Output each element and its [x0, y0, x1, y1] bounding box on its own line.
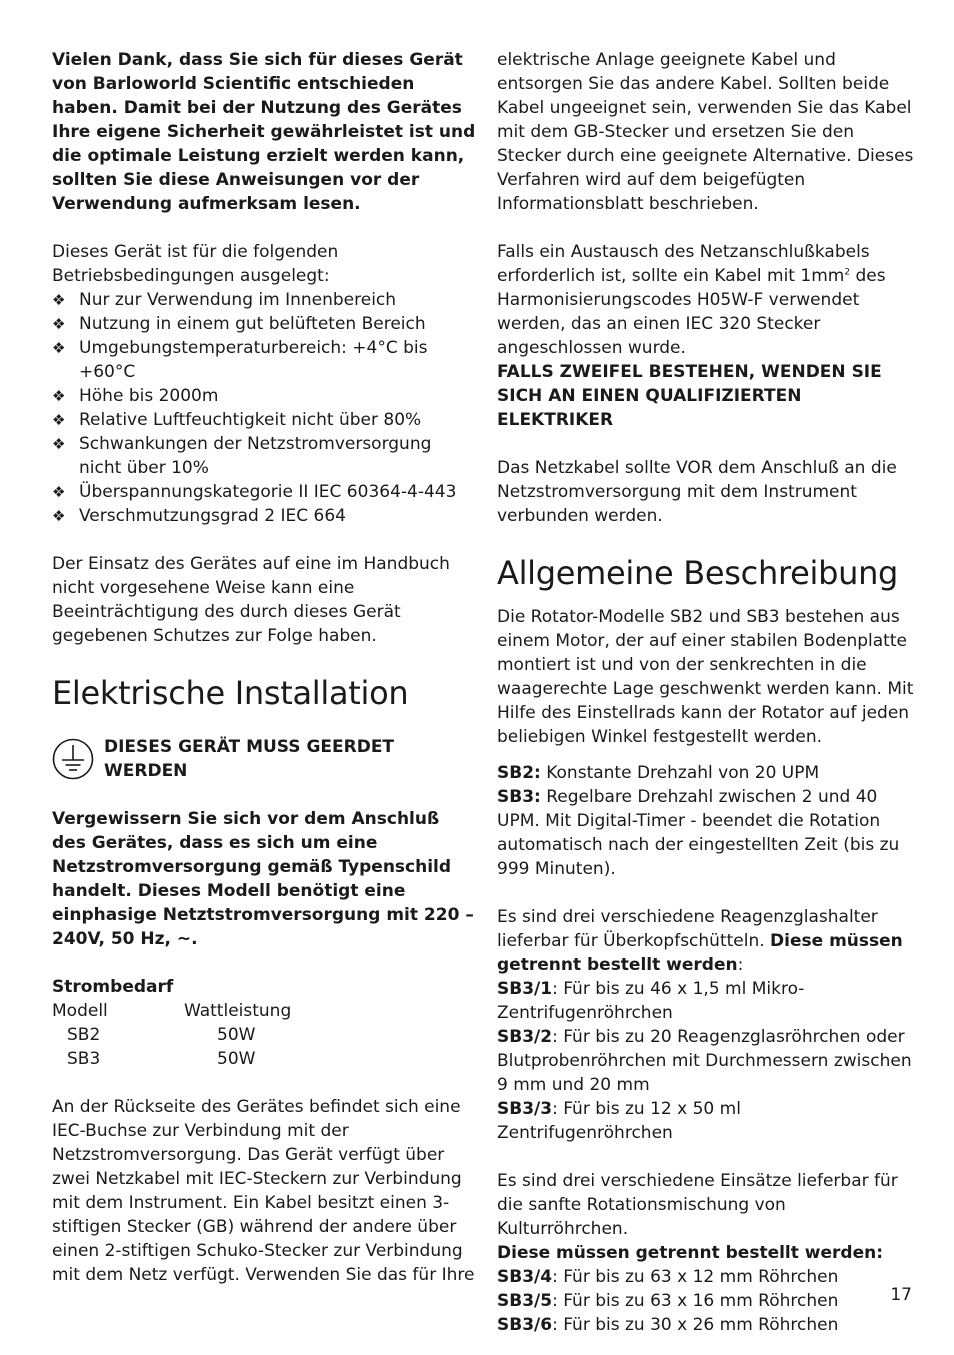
- conditions-intro: Dieses Gerät ist für die folgenden Betriebsbedingungen ausgelegt:: [52, 242, 339, 286]
- earth-warning-text: DIESES GERÄT MUSS GEERDET WERDEN: [104, 737, 395, 781]
- list-item: SB3/5: Für bis zu 63 x 16 mm Röhrchen: [497, 1291, 839, 1311]
- bullet-diamond-icon: ❖: [52, 387, 66, 405]
- inserts-intro: Es sind drei verschiedene Einsätze lieferbar für die sanfte Rotationsmischung von Kulturröhrchen.: [497, 1171, 898, 1239]
- list-item: ❖ Nur zur Verwendung im Innenbereich: [52, 290, 397, 310]
- bullet-diamond-icon: ❖: [52, 291, 66, 309]
- list-item: ❖ Überspannungskategorie II IEC 60364-4-443: [52, 482, 457, 502]
- list-item: ❖ Schwankungen der Netzstromversorgung nicht über 10%: [52, 434, 432, 478]
- bullet-diamond-icon: ❖: [52, 315, 66, 333]
- inserts-order-note: Diese müssen getrennt bestellt werden:: [497, 1243, 884, 1263]
- supply-check-paragraph: Vergewissern Sie sich vor dem Anschluß des Gerätes, dass es sich um eine Netzstromversorgung gemäß Typenschild handelt. Dieses Modell benötigt eine einphasige Netztstromversorgung mit 220 – 240V, 50 Hz, ~.: [52, 809, 474, 949]
- bullet-diamond-icon: ❖: [52, 435, 66, 453]
- connect-order-paragraph: Das Netzkabel sollte VOR dem Anschluß an die Netzstromversorgung mit dem Instrument verbunden werden.: [497, 458, 897, 526]
- model-sb3: SB3: Regelbare Drehzahl zwischen 2 und 40 UPM. Mit Digital-Timer - beendet die Rotation automatisch nach der eingestellten Zeit (bis zu 999 Minuten).: [497, 787, 900, 879]
- earth-warning-block: [52, 735, 476, 783]
- power-table-title: Strombedarf: [52, 977, 174, 997]
- list-item: ❖ Verschmutzungsgrad 2 IEC 664: [52, 506, 346, 526]
- cable-paragraph: An der Rückseite des Gerätes befindet sich eine IEC-Buchse zur Verbindung mit der Netzstromversorgung. Das Gerät verfügt über zwei Netzkabel mit IEC-Steckern zur Verbindung mit dem Instrument. Ein Kabel besitzt einen 3-stiftigen Stecker (GB) während der andere über einen 2-stiftigen Schuko-Stecker zur Verbindung mit dem Netz verfügt. Verwenden Sie das für Ihre: [52, 1097, 475, 1285]
- section-heading-description: Allgemeine Beschreibung: [497, 554, 899, 592]
- list-item: ❖ Höhe bis 2000m: [52, 386, 219, 406]
- bullet-diamond-icon: ❖: [52, 411, 66, 429]
- list-item: ❖ Umgebungstemperaturbereich: +4°C bis +60°C: [52, 338, 428, 382]
- list-item: SB3/2: Für bis zu 20 Reagenzglasröhrchen oder Blutprobenröhrchen mit Durchmessern zwischen 9 mm und 20 mm: [497, 1027, 912, 1095]
- section-heading-electrical: Elektrische Installation: [52, 674, 409, 712]
- list-item: ❖ Nutzung in einem gut belüfteten Bereich: [52, 314, 426, 334]
- bullet-diamond-icon: ❖: [52, 483, 66, 501]
- table-row: SB3 50W: [67, 1049, 256, 1069]
- right-column: [497, 48, 917, 1337]
- left-column: [52, 48, 476, 1287]
- description-paragraph: Die Rotator-Modelle SB2 und SB3 bestehen aus einem Motor, der auf einer stabilen Bodenplatte montiert ist und von der senkrechten in die waagerechte Lage geschwenkt werden kann. Mit Hilfe des Einstellrads kann der Rotator auf jeden beliebigen Winkel festgestellt werden.: [497, 607, 914, 747]
- power-table-header: [52, 999, 476, 1023]
- conditions-list: [52, 288, 476, 528]
- list-item: SB3/6: Für bis zu 30 x 26 mm Röhrchen: [497, 1315, 839, 1335]
- bullet-diamond-icon: ❖: [52, 339, 66, 357]
- intro-paragraph: Vielen Dank, dass Sie sich für dieses Gerät von Barloworld Scientific entschieden haben. Damit bei der Nutzung des Gerätes Ihre eigene Sicherheit gewährleistet ist und die optimale Leistung erzielt werden kann, sollten Sie diese Anweisungen vor der Verwendung aufmerksam lesen.: [52, 50, 476, 214]
- model-sb2: SB2: Konstante Drehzahl von 20 UPM: [497, 763, 820, 783]
- power-col-watt: Wattleistung: [184, 1001, 292, 1021]
- list-item: ❖ Relative Luftfeuchtigkeit nicht über 80%: [52, 410, 422, 430]
- list-item: SB3/1: Für bis zu 46 x 1,5 ml Mikro-Zentrifugenröhrchen: [497, 979, 805, 1023]
- list-item: SB3/3: Für bis zu 12 x 50 ml Zentrifugenröhrchen: [497, 1099, 741, 1143]
- table-row: SB2 50W: [67, 1025, 256, 1045]
- power-col-model: Modell: [52, 1001, 108, 1021]
- list-item: SB3/4: Für bis zu 63 x 12 mm Röhrchen: [497, 1267, 839, 1287]
- page-number: 17: [890, 1285, 912, 1305]
- misuse-paragraph: Der Einsatz des Gerätes auf eine im Handbuch nicht vorgesehene Weise kann eine Beeinträchtigung des durch dieses Gerät gegebenen Schutzes zur Folge haben.: [52, 554, 450, 646]
- cable-continued-paragraph: elektrische Anlage geeignete Kabel und entsorgen Sie das andere Kabel. Sollten beide Kabel ungeeignet sein, verwenden Sie das Kabel mit dem GB-Stecker und ersetzen Sie den Stecker durch eine geeignete Alternative. Dieses Verfahren wird auf dem beigefügten Informationsblatt beschrieben.: [497, 50, 914, 214]
- bullet-diamond-icon: ❖: [52, 507, 66, 525]
- holders-intro: Es sind drei verschiedene Reagenzglashalter lieferbar für Überkopfschütteln. Diese müssen getrennt bestellt werden:: [497, 907, 903, 975]
- doubt-warning: FALLS ZWEIFEL BESTEHEN, WENDEN SIE SICH AN EINEN QUALIFIZIERTEN ELEKTRIKER: [497, 362, 882, 430]
- protective-earth-icon: [52, 738, 94, 780]
- replace-cable-paragraph: Falls ein Austausch des Netzanschlußkabels erforderlich ist, sollte ein Kabel mit $1mm^2$ des Harmonisierungscodes H05W-F verwendet werden, das an einen IEC 320 Stecker angeschlossen wurde.: [497, 242, 886, 358]
